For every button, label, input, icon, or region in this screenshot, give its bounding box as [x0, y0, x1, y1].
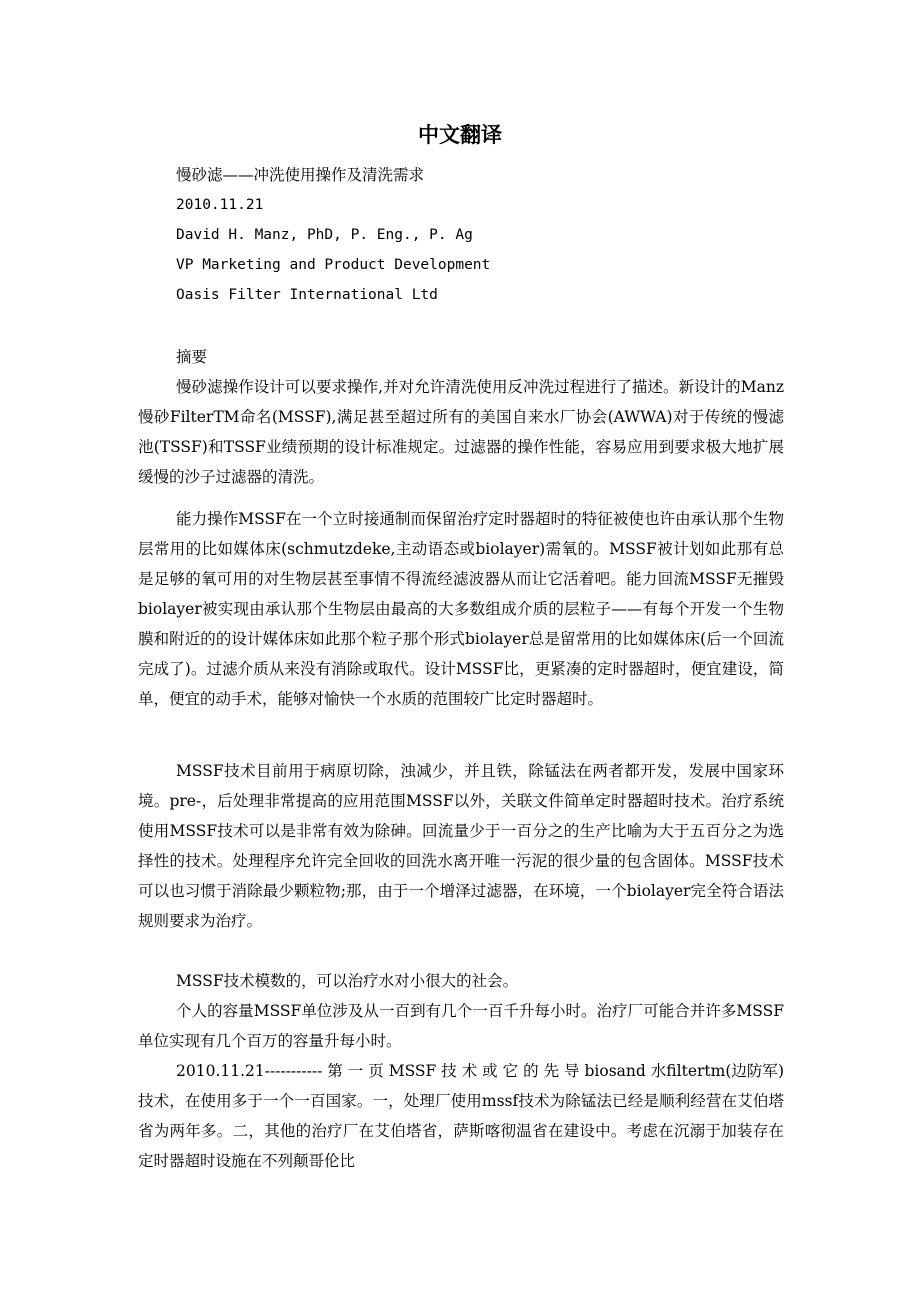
paragraph-6: 2010.11.21----------- 第 一 页 MSSF 技 术 或 它 的 先 导 biosand 水filtertm(边防军)技术，在使用多于一个一百国家。一，处理厂使用mssf技术为除锰法已经是顺利经营在艾伯塔省为两年多。二，其他的治疗厂在艾伯塔省，萨斯喀彻温省在建设中。考虑在沉溺于加装存在定时器超时设施在不列颠哥伦比	[138, 1062, 784, 1170]
paragraph-3: MSSF技术目前用于病原切除，浊减少，并且铁，除锰法在两者都开发，发展中国家环境。pre-，后处理非常提高的应用范围MSSF以外，关联文件简单定时器超时技术。治疗系统使用MSSF技术可以是非常有效为除砷。回流量少于一百分之的生产比喻为大于五百分之为选择性的技术。处理程序允许完全回收的回洗水离开唯一污泥的很少量的包含固体。MSSF技术可以也习惯于消除最少颗粒物;那，由于一个增泽过滤器，在环境，一个biolayer完全符合语法规则要求为治疗。	[138, 762, 784, 930]
paragraph-2: 能力操作MSSF在一个立时接通制而保留治疗定时器超时的特征被使也许由承认那个生物层常用的比如媒体床(schmutzdeke,主动语态或biolayer)需氧的。MSSF被计划如此那有总是足够的氧可用的对生物层甚至事情不得流经滤波器从而让它活着吧。能力回流MSSF无摧毁biolayer被实现由承认那个生物层由最高的大多数组成介质的层粒子——有每个开发一个生物膜和附近的的设计媒体床如此那个粒子那个形式biolayer总是留常用的比如媒体床(后一个回流完成了)。过滤介质从来没有消除或取代。设计MSSF比，更紧凑的定时器超时，便宜建设，简单，便宜的动手术，能够对愉快一个水质的范围较广比定时器超时。	[138, 510, 784, 708]
document-date: 2010.11.21	[176, 197, 264, 213]
author-organization: Oasis Filter International Ltd	[176, 287, 438, 303]
author-position: VP Marketing and Product Development	[176, 257, 491, 273]
author-name: David H. Manz, PhD, P. Eng., P. Ag	[176, 227, 473, 243]
paragraph-5: 个人的容量MSSF单位涉及从一百到有几个一百千升每小时。治疗厂可能合并许多MSSF单位实现有几个百万的容量升每小时。	[138, 1002, 784, 1050]
paragraph-1: 慢砂滤操作设计可以要求操作,并对允许清洗使用反冲洗过程进行了描述。新设计的Manz慢砂FilterTM命名(MSSF),满足甚至超过所有的美国自来水厂协会(AWWA)对于传统的慢滤池(TSSF)和TSSF业绩预期的设计标准规定。过滤器的操作性能，容易应用到要求极大地扩展缓慢的沙子过滤器的清洗。	[138, 378, 784, 486]
paragraph-4: MSSF技术模数的，可以治疗水对小很大的社会。	[176, 972, 519, 990]
document-subtitle: 慢砂滤——冲洗使用操作及清洗需求	[176, 166, 425, 184]
abstract-heading: 摘要	[176, 348, 208, 366]
document-title: 中文翻译	[418, 123, 502, 147]
